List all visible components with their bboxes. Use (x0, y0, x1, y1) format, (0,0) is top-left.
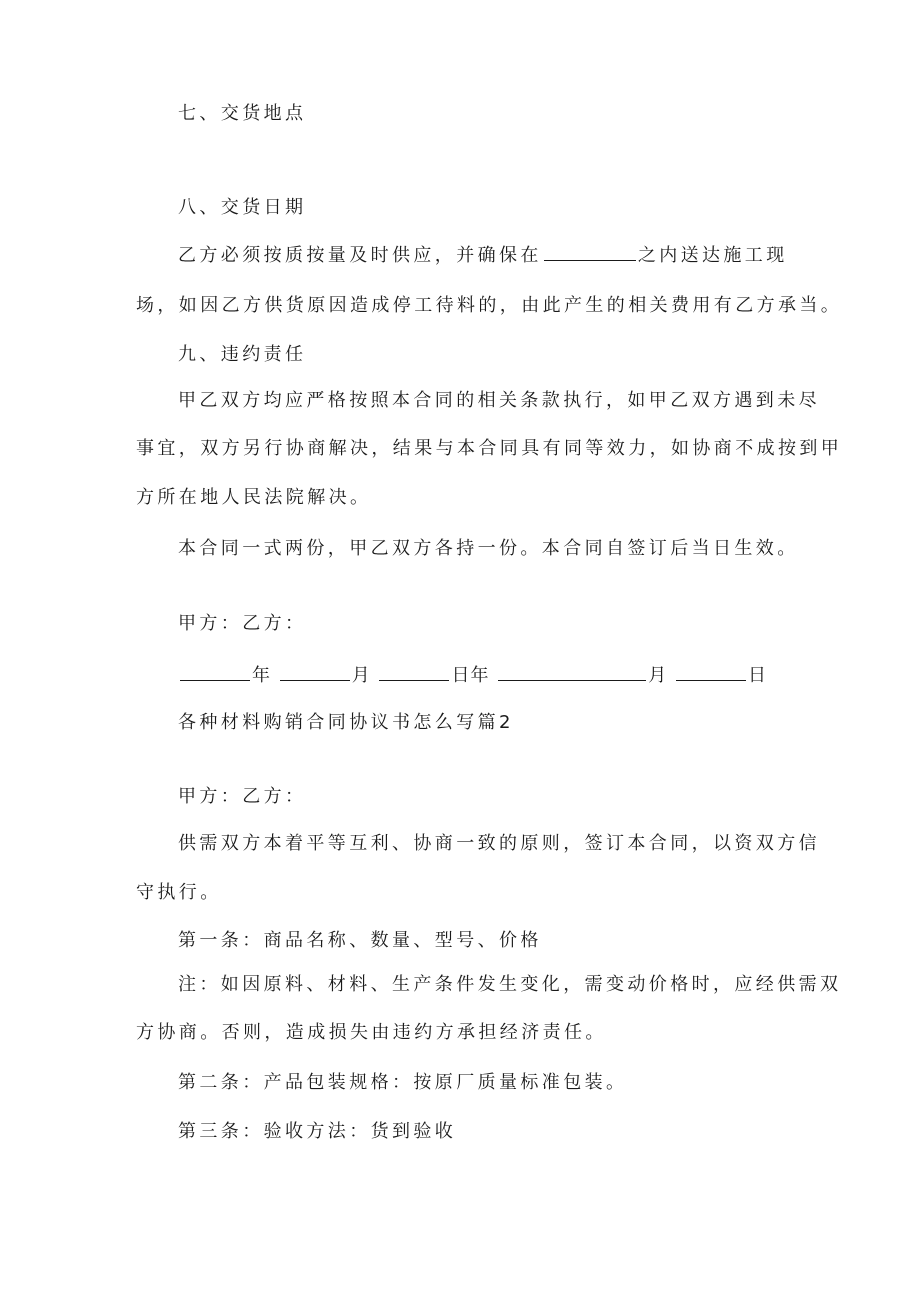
date-label: 月 (648, 665, 668, 686)
fill-in-blank (280, 662, 350, 681)
section-7-title: 七、交货地点 (178, 103, 307, 124)
parties-line-2: 甲方：乙方： (178, 786, 307, 807)
section-heading-2: 各种材料购销合同协议书怎么写篇2 (178, 712, 514, 733)
date-label: 年 (252, 665, 271, 686)
note-line-1: 注：如因原料、材料、生产条件发生变化，需变动价格时，应经供需双 (178, 974, 842, 995)
note-line-2: 方协商。否则，造成损失由违约方承担经济责任。 (136, 1022, 607, 1043)
fill-in-blank (676, 662, 746, 681)
fill-in-blank (544, 242, 636, 261)
fill-in-blank (498, 662, 646, 681)
section-8-title: 八、交货日期 (178, 197, 307, 218)
parties-line-1: 甲方：乙方： (178, 613, 307, 634)
signature-date-line (178, 662, 767, 688)
section-9-paragraph-line-2: 事宜，双方另行协商解决，结果与本合同具有同等效力，如协商不成按到甲 (136, 438, 843, 459)
intro-paragraph-line-2: 守执行。 (136, 882, 222, 903)
section-9-paragraph-line-3: 方所在地人民法院解决。 (136, 487, 372, 508)
section-8-paragraph-line-2: 场，如因乙方供货原因造成停工待料的，由此产生的相关费用有乙方承当。 (136, 295, 843, 316)
article-3: 第三条：验收方法：货到验收 (178, 1121, 457, 1142)
fill-in-blank (379, 662, 449, 681)
section-9-paragraph-line-1: 甲乙双方均应严格按照本合同的相关条款执行，如甲乙双方遇到未尽 (178, 390, 820, 411)
section-9-title: 九、违约责任 (178, 344, 307, 365)
text-segment: 之内送达施工现 (637, 245, 788, 266)
fill-in-blank (180, 662, 250, 681)
article-2: 第二条：产品包装规格：按原厂质量标准包装。 (178, 1072, 628, 1093)
intro-paragraph-line-1: 供需双方本着平等互利、协商一致的原则，签订本合同，以资双方信 (178, 833, 820, 854)
article-1: 第一条：商品名称、数量、型号、价格 (178, 930, 542, 951)
date-label: 日年 (451, 665, 490, 686)
section-8-paragraph-line-1 (178, 242, 788, 268)
section-9-paragraph-2: 本合同一式两份，甲乙双方各持一份。本合同自签订后当日生效。 (178, 538, 799, 559)
date-label: 日 (747, 665, 767, 686)
text-segment: 乙方必须按质按量及时供应，并确保在 (178, 245, 542, 266)
date-label: 月 (351, 665, 371, 686)
